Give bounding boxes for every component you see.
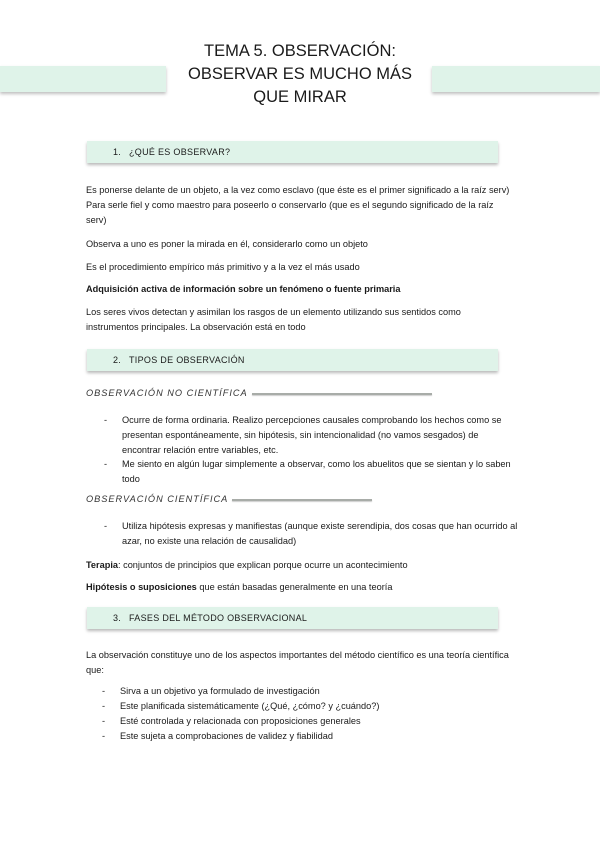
section-number: 3. [113,613,122,623]
paragraph: Observa a uno es poner la mirada en él, considerarlo como un objeto [86,239,368,249]
list-dash: - [102,731,106,741]
list-dash: - [102,701,106,711]
list-item-text: Ocurre de forma ordinaria. Realizo percepciones causales comprobando los hechos como se presentan espontáneamente, sin hipótesis, sin intencionalidad (no vamos sesgados) de encontrar relación entre variables, etc. [122,415,502,455]
subheading-underline [232,499,372,501]
paragraph: Los seres vivos detectan y asimilan los rasgos de un elemento utilizando sus sentidos como instrumentos principales. La observación está en todo [86,307,461,332]
section-label: FASES DEL MÉTODO OBSERVACIONAL [129,613,308,623]
list-item-text: Esté controlada y relacionada con proposiciones generales [120,716,361,726]
list-dash: - [104,415,108,425]
list-item [102,684,516,699]
section-label: TIPOS DE OBSERVACIÓN [129,355,245,365]
list-item-text: Me siento en algún lugar simplemente a observar, como los abuelitos que se sientan y lo saben todo [122,459,511,484]
list-dash: - [102,686,106,696]
list-item [102,699,516,714]
page-title-line-3: QUE MIRAR [253,88,347,106]
page-title-line-1: TEMA 5. OBSERVACIÓN: [204,42,396,60]
list-item-text: Este sujeta a comprobaciones de validez y fiabilidad [120,731,333,741]
section-heading-3 [87,607,498,629]
paragraph-terapia [86,558,514,573]
list-item [104,413,518,458]
section-label: ¿QUÉ ES OBSERVAR? [129,147,231,157]
list-item-text: Este planificada sistemáticamente (¿Qué, ¿cómo? y ¿cuándo?) [120,701,380,711]
list-item-text: Sirva a un objetivo ya formulado de investigación [120,686,320,696]
subheading-no-cientifica [86,388,432,398]
subheading-text: OBSERVACIÓN NO CIENTÍFICA [86,388,248,398]
subheading-cientifica [86,494,372,504]
list-item [102,714,516,729]
list-item-text: Utiliza hipótesis expresas y manifiestas (aunque existe serendipia, dos cosas que han ocurrido al azar, no existe una relación de causalidad) [122,521,518,546]
paragraph-hipotesis [86,580,514,595]
list-dash: - [104,459,108,469]
term-label: Terapia [86,560,118,570]
paragraph: Es ponerse delante de un objeto, a la vez como esclavo (que éste es el primer significado a la raíz serv) Para serle fiel y como maestro para poseerlo o conservarlo (que es el segundo significado de la raíz serv) [86,185,510,225]
decorative-band-right [432,66,600,92]
list-item [104,457,518,487]
subheading-underline [252,393,432,395]
paragraph-bold: Adquisición activa de información sobre un fenómeno o fuente primaria [86,284,401,294]
section-heading-2 [87,349,498,371]
section-number: 2. [113,355,122,365]
term-text: que están basadas generalmente en una teoría [196,582,393,592]
decorative-band-left [0,66,166,92]
list-item [104,519,518,549]
list-dash: - [104,521,108,531]
paragraph: La observación constituye uno de los aspectos importantes del método científico es una teoría científica que: [86,650,509,675]
list-item [102,729,516,744]
term-label: Hipótesis o suposiciones [86,582,197,592]
term-text: : conjuntos de principios que explican porque ocurre un acontecimiento [118,560,408,570]
subheading-text: OBSERVACIÓN CIENTÍFICA [86,494,229,504]
section-number: 1. [113,147,122,157]
section-heading-1 [87,141,498,163]
page-title-line-2: OBSERVAR ES MUCHO MÁS [187,65,412,83]
list-dash: - [102,716,106,726]
paragraph: Es el procedimiento empírico más primitivo y a la vez el más usado [86,262,360,272]
